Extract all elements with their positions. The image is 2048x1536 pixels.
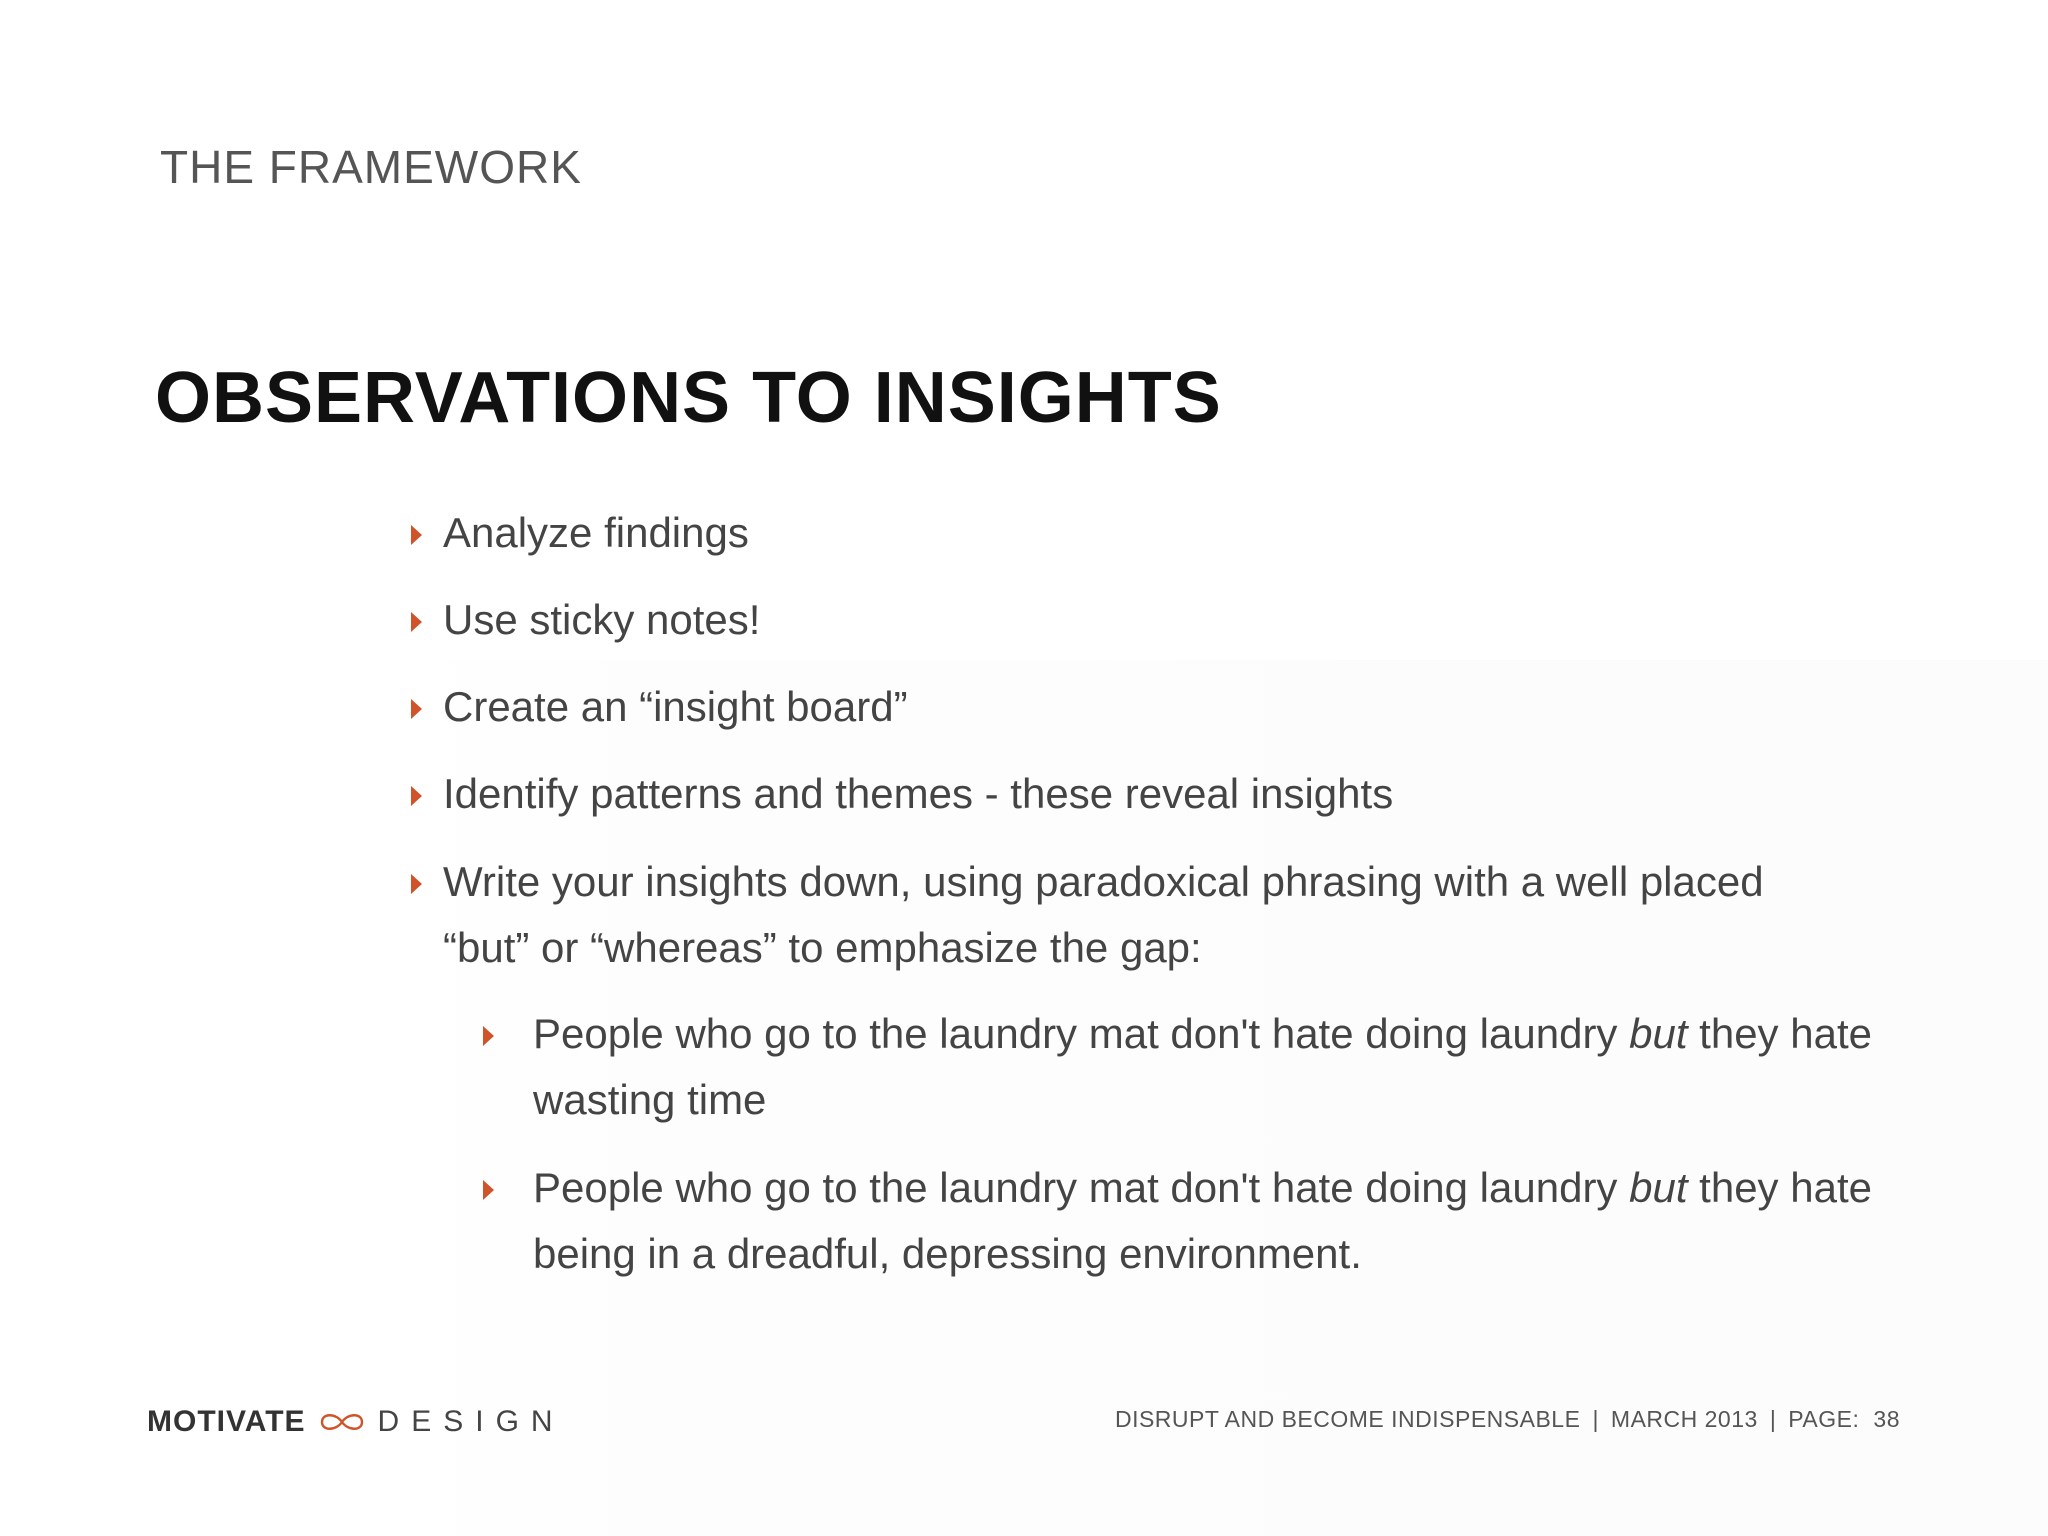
triangle-right-icon xyxy=(411,874,422,894)
page-label: PAGE: xyxy=(1788,1406,1860,1432)
bullet-text: Identify patterns and themes - these reveal insights xyxy=(443,770,1394,817)
bullet-item xyxy=(443,587,1843,653)
sub-bullet-emphasis: but xyxy=(1629,1164,1688,1211)
bullet-item xyxy=(443,674,1843,740)
sub-bullet-text-after: they hate wasting time xyxy=(533,1010,1872,1123)
presentation-date: MARCH 2013 xyxy=(1610,1406,1758,1432)
triangle-right-icon xyxy=(411,699,422,719)
footer-separator: | xyxy=(1769,1406,1777,1432)
triangle-right-icon xyxy=(483,1180,494,1200)
bullet-text: Analyze findings xyxy=(443,509,749,556)
bullet-item xyxy=(443,761,1843,827)
sub-bullet-item xyxy=(533,1001,1933,1133)
brand-design-text: DESIGN xyxy=(377,1405,565,1438)
triangle-right-icon xyxy=(411,612,422,632)
brand-motivate-text: MOTIVATE xyxy=(147,1405,306,1438)
brand-logo xyxy=(147,1404,565,1440)
bullet-text: Write your insights down, using paradoxical phrasing with a well placed “but” or “whereas” to emphasize the gap: xyxy=(443,858,1764,971)
slide-title: OBSERVATIONS TO INSIGHTS xyxy=(155,358,1222,438)
triangle-right-icon xyxy=(483,1026,494,1046)
triangle-right-icon xyxy=(411,525,422,545)
sub-bullet-text-before: People who go to the laundry mat don't hate doing laundry xyxy=(533,1010,1630,1057)
triangle-right-icon xyxy=(411,786,422,806)
footer-separator: | xyxy=(1592,1406,1599,1432)
sub-bullet-item xyxy=(533,1155,1933,1287)
bullet-item xyxy=(443,500,1843,566)
bullet-text: Create an “insight board” xyxy=(443,683,908,730)
sub-bullet-text-before: People who go to the laundry mat don't hate doing laundry xyxy=(533,1164,1630,1211)
page-number: 38 xyxy=(1873,1406,1900,1432)
presentation-title: DISRUPT AND BECOME INDISPENSABLE xyxy=(1114,1406,1581,1432)
bullet-text: Use sticky notes! xyxy=(443,596,761,643)
footer-meta xyxy=(1115,1406,1900,1433)
bullet-item xyxy=(443,849,1843,981)
sub-bullet-text-after: they hate being in a dreadful, depressing environment. xyxy=(533,1164,1872,1277)
sub-bullet-emphasis: but xyxy=(1629,1010,1688,1057)
infinity-icon xyxy=(316,1410,368,1434)
section-label: THE FRAMEWORK xyxy=(160,141,582,193)
